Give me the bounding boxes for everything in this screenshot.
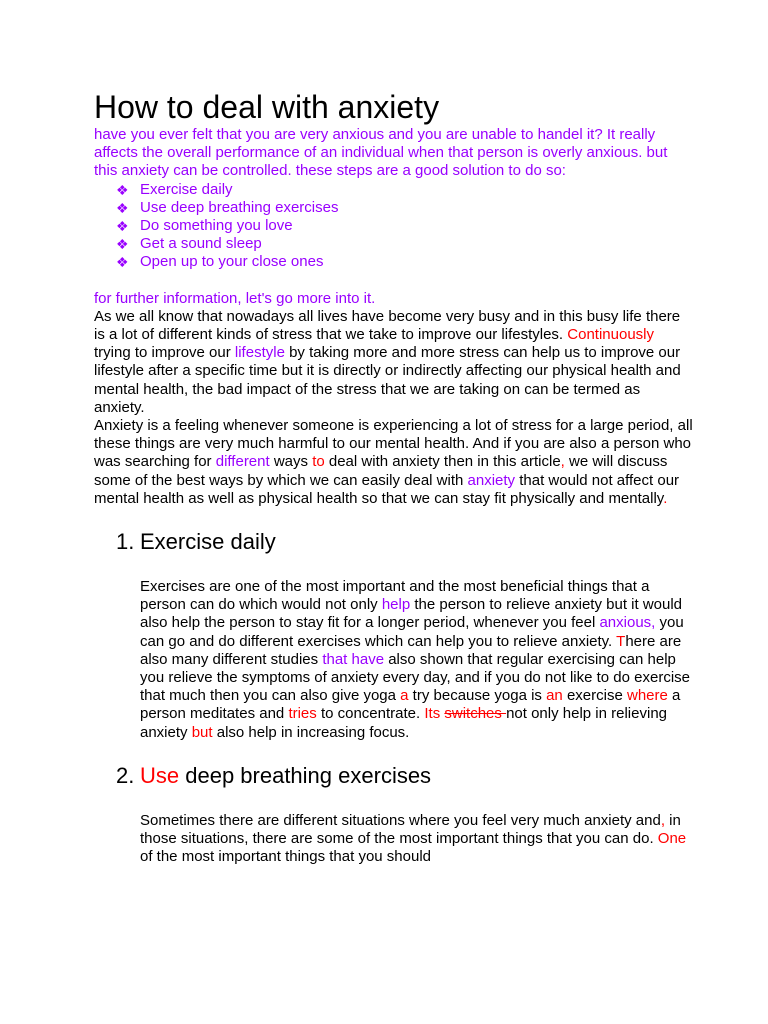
further-info-line: for further information, let's go more into it. — [94, 289, 376, 307]
section-title: Use deep breathing exercises — [140, 762, 432, 788]
body-paragraph-2: Anxiety is a feeling whenever someone is experiencing a lot of stress for a large period, all these things are very much harmful to our mental health. And if you are also a person who was searching for different ways to deal with anxiety then in this article, we will discuss some of the best ways by which we can easily deal with anxiety that would not affect our mental health as well as physical health so that we can stay fit physically and mentally. — [94, 417, 693, 507]
list-item: ❖ Open up to your close ones — [116, 253, 324, 271]
document-title: How to deal with anxiety — [94, 89, 440, 125]
steps-list — [94, 181, 694, 272]
list-item: ❖ Get a sound sleep — [116, 235, 262, 253]
list-item: ❖ Exercise daily — [116, 180, 233, 198]
diamond-bullet-icon: ❖ — [116, 199, 129, 216]
section-heading-2 — [94, 762, 694, 790]
list-item: ❖ Use deep breathing exercises — [116, 198, 339, 216]
diamond-bullet-icon: ❖ — [116, 181, 129, 198]
section-heading-1 — [94, 528, 694, 556]
diamond-bullet-icon: ❖ — [116, 236, 129, 253]
section-title: Exercise daily — [140, 529, 276, 555]
diamond-bullet-icon: ❖ — [116, 254, 129, 271]
diamond-bullet-icon: ❖ — [116, 218, 129, 235]
intro-paragraph: have you ever felt that you are very anxious and you are unable to handel it? It really affects the overall performance of an individual when that person is overly anxious. but this anxiety can be controlled. these steps are a good solution to do so: — [94, 126, 668, 180]
section-2-paragraph: Sometimes there are different situations where you feel very much anxiety and, in those situations, there are some of the most important things that you can do. One of the most important things that you should — [140, 811, 687, 866]
list-item: ❖ Do something you love — [116, 217, 293, 235]
section-1-paragraph: Exercises are one of the most important and the most beneficial things that a person can do which would not only help the person to relieve anxiety but it would also help the person to stay fit for a longer period, whenever you feel anxious, you can go and do different exercises which can help you to relieve anxiety. There are also many different studies that have also shown that regular exercising can help you relieve the symptoms of anxiety every day, and if you do not like to do exercise that much then you can also give yoga a try because yoga is an exercise where a person meditates and tries to concentrate. Its switches not only help in relieving anxiety but also help in increasing focus. — [140, 578, 691, 741]
document-page — [94, 88, 694, 867]
section-number: 1. — [116, 529, 135, 555]
section-number: 2. — [116, 762, 135, 788]
body-paragraph-1: As we all know that nowadays all lives have become very busy and in this busy life there is a lot of different kinds of stress that we take to improve our lifestyles. Continuously trying to improve our lifestyle by taking more and more stress can help us to improve our lifestyle after a specific time but it is directly or indirectly affecting our physical health and mental health, the bad impact of the stress that we are taking on can be termed as anxiety. — [94, 307, 681, 416]
